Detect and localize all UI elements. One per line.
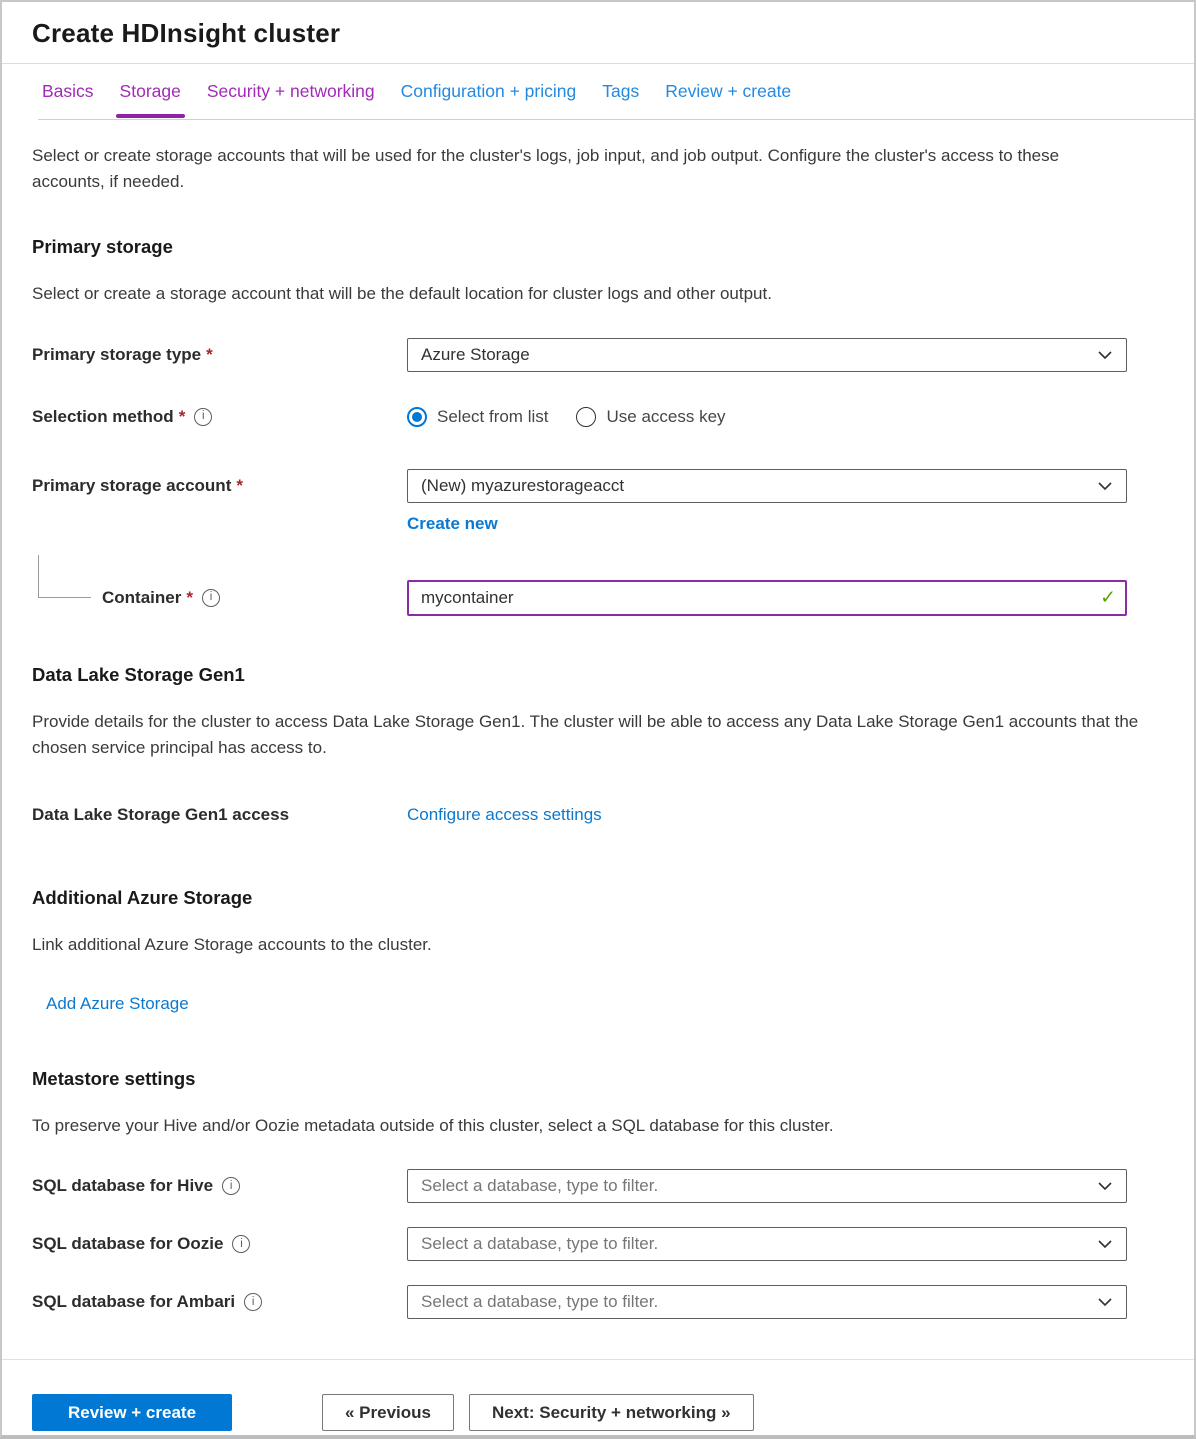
container-input[interactable] — [407, 580, 1127, 616]
selection-method-row — [32, 402, 1164, 432]
metastore-description: To preserve your Hive and/or Oozie metadata outside of this cluster, select a SQL database for this cluster. — [32, 1116, 834, 1136]
primary-storage-account-label: Primary storage account — [32, 476, 232, 496]
footer-actions — [2, 1360, 1194, 1431]
info-icon: i — [202, 589, 220, 607]
tab-basics[interactable]: Basics — [42, 81, 94, 101]
sql-oozie-dropdown[interactable] — [407, 1227, 1127, 1261]
next-security-networking-button[interactable]: Next: Security + networking » — [469, 1394, 754, 1431]
primary-storage-type-value: Azure Storage — [421, 345, 530, 365]
primary-storage-type-dropdown[interactable] — [407, 338, 1127, 372]
valid-check-icon: ✓ — [1100, 587, 1116, 609]
storage-tab-intro: Select or create storage accounts that will be used for the cluster's logs, job input, and job output. Configure the cluster's access to these accounts, if needed. — [32, 146, 1060, 192]
selection-method-label: Selection method — [32, 407, 174, 427]
page-header — [2, 2, 1194, 63]
page-title: Create HDInsight cluster — [32, 18, 341, 48]
required-marker: * — [236, 476, 243, 496]
additional-storage-description: Link additional Azure Storage accounts to the cluster. — [32, 934, 432, 954]
tab-review-create[interactable]: Review + create — [665, 81, 792, 101]
tabs-divider — [38, 119, 1194, 120]
radio-select-from-list-label: Select from list — [437, 407, 549, 427]
data-lake-access-row — [32, 800, 1164, 830]
add-azure-storage-link[interactable]: Add Azure Storage — [46, 994, 189, 1014]
container-label: Container — [102, 588, 182, 608]
chevron-down-icon — [1097, 1178, 1113, 1194]
child-field-connector-line — [38, 555, 91, 598]
create-new-link[interactable]: Create new — [407, 514, 498, 534]
tab-storage[interactable]: Storage — [107, 64, 194, 119]
radio-selected-icon — [407, 407, 427, 427]
sql-oozie-row — [32, 1227, 1164, 1261]
sql-ambari-label: SQL database for Ambari — [32, 1292, 236, 1312]
info-icon: i — [222, 1177, 240, 1195]
container-row — [32, 580, 1164, 616]
chevron-down-icon — [1097, 347, 1113, 363]
required-marker: * — [186, 588, 193, 608]
data-lake-access-label: Data Lake Storage Gen1 access — [32, 804, 290, 824]
review-create-button[interactable]: Review + create — [32, 1394, 232, 1431]
required-marker: * — [178, 407, 186, 427]
info-icon: i — [194, 408, 212, 426]
info-icon: i — [244, 1293, 262, 1311]
sql-ambari-placeholder: Select a database, type to filter. — [421, 1292, 659, 1312]
chevron-down-icon — [1097, 478, 1113, 494]
primary-storage-type-label: Primary storage type — [32, 345, 202, 365]
primary-storage-account-dropdown[interactable] — [407, 469, 1127, 503]
data-lake-heading: Data Lake Storage Gen1 — [32, 664, 245, 686]
selection-method-radio-group — [407, 407, 1127, 427]
sql-ambari-row — [32, 1285, 1164, 1319]
chevron-down-icon — [1097, 1236, 1113, 1252]
sql-hive-dropdown[interactable] — [407, 1169, 1127, 1203]
chevron-down-icon — [1097, 1294, 1113, 1310]
sql-oozie-placeholder: Select a database, type to filter. — [421, 1234, 659, 1254]
data-lake-description: Provide details for the cluster to access Data Lake Storage Gen1. The cluster will be able to access any Data Lake Storage Gen1 accounts that the chosen service principal has access to. — [32, 712, 1139, 758]
configure-access-settings-link[interactable]: Configure access settings — [407, 804, 602, 824]
info-icon: i — [232, 1235, 250, 1253]
sql-ambari-dropdown[interactable] — [407, 1285, 1127, 1319]
tab-configuration-pricing[interactable]: Configuration + pricing — [400, 81, 577, 101]
radio-select-from-list[interactable] — [407, 407, 548, 427]
required-marker: * — [206, 345, 213, 365]
primary-storage-type-row — [32, 338, 1164, 372]
radio-use-access-key-label: Use access key — [606, 407, 726, 427]
previous-button[interactable]: « Previous — [322, 1394, 454, 1431]
tab-security-networking[interactable]: Security + networking — [206, 81, 375, 101]
wizard-tabs — [2, 64, 1194, 119]
additional-storage-heading: Additional Azure Storage — [32, 886, 253, 908]
sql-hive-label: SQL database for Hive — [32, 1176, 214, 1196]
primary-storage-heading: Primary storage — [32, 235, 173, 257]
sql-hive-placeholder: Select a database, type to filter. — [421, 1176, 659, 1196]
primary-storage-description: Select or create a storage account that will be the default location for cluster logs and other output. — [32, 283, 772, 303]
sql-oozie-label: SQL database for Oozie — [32, 1234, 224, 1254]
create-new-row — [32, 514, 1164, 534]
metastore-heading: Metastore settings — [32, 1068, 196, 1090]
primary-storage-account-row — [32, 469, 1164, 503]
sql-hive-row — [32, 1169, 1164, 1203]
tab-tags[interactable]: Tags — [602, 81, 640, 101]
primary-storage-account-value: (New) myazurestorageacct — [421, 476, 625, 496]
radio-use-access-key[interactable] — [576, 407, 725, 427]
radio-unselected-icon — [576, 407, 596, 427]
